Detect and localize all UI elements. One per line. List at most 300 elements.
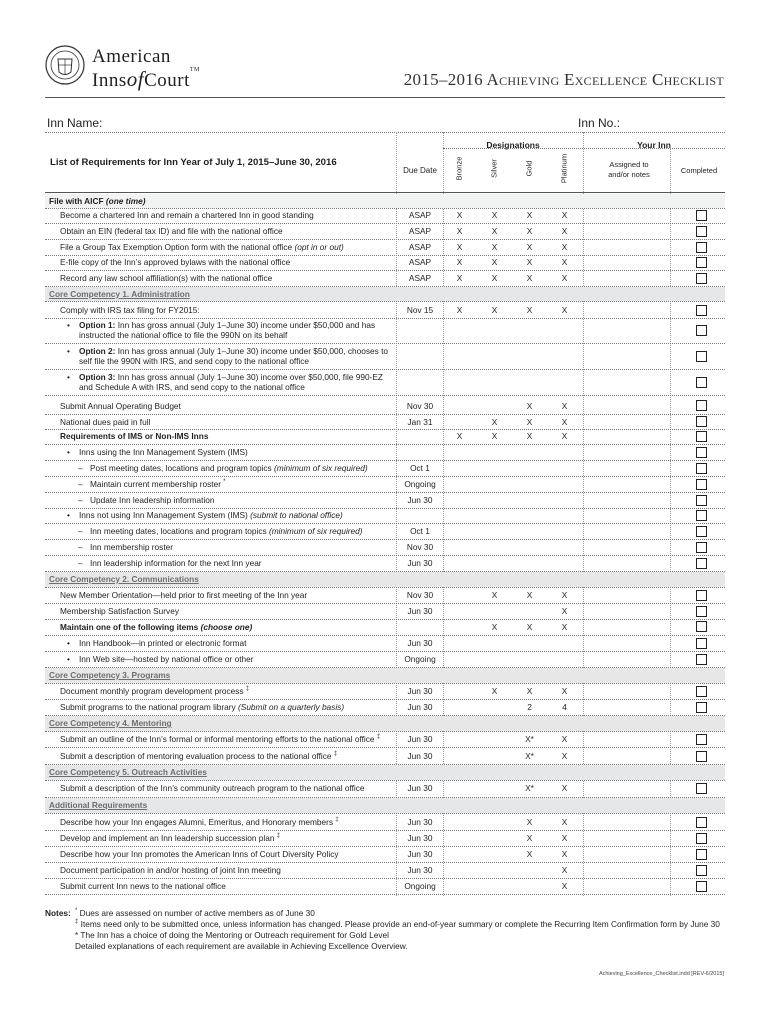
text-content: File with AICF (49, 196, 106, 206)
footnote-mark: * (223, 479, 226, 485)
due-date: Ongoing (404, 479, 436, 489)
text-content: Describe how your Inn engages Alumni, Emeritus, and Honorary members (60, 817, 336, 827)
table-row (45, 619, 725, 635)
text-content: Post meeting dates, locations and program topics (90, 463, 275, 473)
platinum-mark: X (561, 401, 568, 411)
platinum-mark: X (561, 833, 568, 843)
bullet-marker: – (78, 558, 83, 568)
silver-mark: X (491, 431, 498, 441)
completed-checkbox[interactable] (696, 590, 707, 601)
emphasis-text: (minimum of six required) (274, 463, 368, 473)
section-header (45, 716, 725, 731)
completed-checkbox[interactable] (696, 495, 707, 506)
table-row (45, 556, 725, 571)
table-row (45, 831, 725, 846)
table-row (45, 652, 725, 667)
text-content: Submit current Inn news to the national office (60, 881, 226, 891)
requirement-text (67, 638, 246, 648)
text-content: Comply with IRS tax filing for FY2015: (60, 305, 200, 315)
seal-icon (44, 42, 86, 88)
completed-checkbox[interactable] (696, 606, 707, 617)
table-row (45, 344, 725, 369)
file-footer: Achieving_Excellence_Checklist.indd [REV-6/2015] (598, 971, 724, 977)
requirement-text (78, 558, 262, 568)
text-content: Submit Annual Operating Budget (60, 401, 181, 411)
text-content: Core Competency 4. Mentoring (49, 718, 172, 728)
gold-header: Gold (524, 160, 534, 177)
bullet-marker: – (78, 463, 83, 473)
footnote-mark: ‡ (335, 817, 339, 823)
text-content: New Member Orientation—held prior to first meeting of the Inn year (60, 590, 308, 600)
requirement-text (60, 881, 226, 891)
completed-checkbox[interactable] (696, 257, 707, 268)
completed-checkbox[interactable] (696, 558, 707, 569)
completed-checkbox[interactable] (696, 865, 707, 876)
completed-checkbox[interactable] (696, 542, 707, 553)
table-row (45, 461, 725, 476)
requirement-text (60, 622, 252, 632)
american-inns-of-court-logo (44, 42, 200, 98)
platinum-mark: X (561, 431, 568, 441)
section-header (45, 765, 725, 780)
due-date: Jun 30 (407, 702, 433, 712)
bullet-marker: – (78, 479, 83, 489)
note-3: * The Inn has a choice of doing the Mentoring or Outreach requirement for Gold Level (75, 930, 389, 940)
table-row (45, 240, 725, 255)
silver-mark: X (491, 590, 498, 600)
text-content: Inn has gross annual (July 1–June 30) income over $50,000, file 990-EZ (115, 372, 383, 382)
footnote-mark: ‡ (245, 686, 250, 692)
gold-mark: X (526, 590, 533, 600)
text-content: Inn has gross annual (July 1–June 30) income under $50,000, chooses to (115, 346, 389, 356)
text-content-line2: self file the 990N with IRS, and send copy to the national office (79, 356, 309, 366)
requirement-text (60, 817, 339, 827)
requirement-text (60, 305, 200, 315)
completed-checkbox[interactable] (696, 849, 707, 860)
table-row (45, 508, 725, 523)
table-row (45, 863, 725, 878)
bullet-marker: • (67, 447, 70, 457)
text-content: Inn membership roster (90, 542, 174, 552)
row-divider (45, 747, 725, 748)
requirement-text (60, 590, 307, 600)
designations-underline (443, 148, 725, 149)
requirement-text (60, 606, 179, 616)
text-content: Inns not using Inn Management System (IMS) (79, 510, 251, 520)
gold-mark: X* (525, 734, 534, 744)
requirements-list-title: List of Requirements for Inn Year of July 1, 2015–June 30, 2016 (50, 157, 337, 168)
due-date: ASAP (408, 226, 432, 236)
due-date: ASAP (408, 242, 432, 252)
completed-checkbox[interactable] (696, 400, 707, 411)
table-row (45, 732, 725, 747)
gold-mark: X (526, 273, 533, 283)
due-date: Ongoing (404, 881, 436, 891)
text-content: Submit a description of mentoring evaluation process to the national office (60, 751, 334, 761)
due-date-header: Due Date (403, 166, 437, 175)
due-date: Jun 30 (407, 686, 433, 696)
text-content: Maintain current membership roster (90, 479, 224, 489)
table-row (45, 588, 725, 603)
emphasis-text: (one time) (105, 196, 146, 206)
row-divider (45, 813, 725, 814)
due-date: Jun 30 (407, 638, 433, 648)
table-row (45, 700, 725, 715)
text-content: Describe how your Inn promotes the American Inns of Court Diversity Policy (60, 849, 339, 859)
due-date: Jun 30 (407, 833, 433, 843)
silver-mark: X (491, 305, 498, 315)
requirement-text (60, 417, 150, 427)
due-date: Nov 30 (406, 542, 434, 552)
designations-header: Designations (486, 140, 540, 150)
section-title (49, 670, 170, 680)
platinum-mark: X (561, 257, 568, 267)
completed-checkbox[interactable] (696, 686, 707, 697)
section-header (45, 798, 725, 813)
silver-mark: X (491, 210, 498, 220)
due-date: Ongoing (404, 654, 436, 664)
requirement-text (78, 542, 173, 552)
table-row (45, 429, 725, 444)
bronze-mark: X (456, 210, 463, 220)
text-content: Maintain one of the following items (60, 622, 201, 632)
platinum-header: Platinum (559, 153, 569, 184)
table-row (45, 318, 725, 343)
platinum-mark: X (561, 865, 568, 875)
due-date: Nov 30 (406, 401, 434, 411)
platinum-mark: X (561, 305, 568, 315)
completed-checkbox[interactable] (696, 833, 707, 844)
gold-mark: X (526, 226, 533, 236)
table-row (45, 524, 725, 539)
assigned-notes-header: Assigned to and/or notes (608, 160, 650, 179)
due-date: Jun 30 (407, 606, 433, 616)
table-row (45, 255, 725, 270)
table-row (45, 493, 725, 508)
option-label: Option 2: (79, 346, 116, 356)
logo-text-american: American (92, 46, 171, 67)
table-row (45, 815, 725, 830)
completed-checkbox[interactable] (696, 226, 707, 237)
requirement-text (67, 320, 375, 340)
due-date: Oct 1 (410, 526, 430, 536)
due-date: Jun 30 (407, 751, 433, 761)
text-content: Core Competency 2. Communications (49, 574, 199, 584)
bullet-marker: – (78, 526, 83, 536)
section-header (45, 287, 725, 301)
requirement-text (67, 654, 254, 664)
gold-mark: X (526, 417, 533, 427)
text-content: Requirements of IMS or Non-IMS Inns (60, 431, 209, 441)
text-content: Core Competency 5. Outreach Activities (49, 767, 207, 777)
text-content: Additional Requirements (49, 800, 148, 810)
platinum-mark: X (561, 606, 568, 616)
gold-mark: X (526, 849, 533, 859)
section-header (45, 668, 725, 683)
bronze-header: Bronze (454, 156, 464, 181)
due-date: Nov 30 (406, 590, 434, 600)
requirement-text (78, 463, 368, 473)
requirement-text (60, 686, 249, 696)
section-title (49, 800, 147, 810)
text-content: Document participation in and/or hosting of joint Inn meeting (60, 865, 281, 875)
completed-checkbox[interactable] (696, 351, 707, 362)
table-row (45, 208, 725, 223)
text-content: Inn leadership information for the next Inn year (90, 558, 262, 568)
text-content: Inn Handbook—in printed or electronic format (79, 638, 247, 648)
due-date: Nov 15 (406, 305, 434, 315)
table-row (45, 398, 725, 414)
requirement-text (49, 196, 146, 206)
text-content: Document monthly program development process (60, 686, 246, 696)
due-date: Jun 30 (407, 865, 433, 875)
text-content: Submit programs to the national program library (60, 702, 239, 712)
due-date: Jun 30 (407, 734, 433, 744)
completed-checkbox[interactable] (696, 416, 707, 427)
gold-mark: X (526, 686, 533, 696)
platinum-mark: X (561, 242, 568, 252)
bullet-marker: • (67, 320, 70, 330)
text-content: E-file copy of the Inn’s approved bylaws with the national office (60, 257, 291, 267)
platinum-mark: X (561, 734, 568, 744)
table-row (45, 749, 725, 764)
gold-mark: X (526, 210, 533, 220)
gold-mark: X (526, 833, 533, 843)
requirement-text (60, 273, 272, 283)
bullet-marker: – (78, 542, 83, 552)
emphasis-text: (choose one) (200, 622, 253, 632)
platinum-mark: X (561, 817, 568, 827)
completed-checkbox[interactable] (696, 881, 707, 892)
completed-checkbox[interactable] (696, 526, 707, 537)
completed-checkbox[interactable] (696, 734, 707, 745)
table-row (45, 604, 725, 619)
gold-mark: X* (525, 751, 534, 761)
platinum-mark: X (561, 686, 568, 696)
completed-checkbox[interactable] (696, 751, 707, 762)
due-date: Jun 30 (407, 849, 433, 859)
text-content: National dues paid in full (60, 417, 151, 427)
emphasis-text: (minimum of six required) (268, 526, 363, 536)
text-content: Become a chartered Inn and remain a chartered Inn in good standing (60, 210, 314, 220)
requirement-text (60, 734, 380, 744)
bronze-mark: X (456, 305, 463, 315)
text-content: Obtain an EIN (federal tax ID) and file with the national office (60, 226, 283, 236)
text-content: Inn has gross annual (July 1–June 30) income under $50,000 and has (115, 320, 376, 330)
completed-header: Completed (680, 166, 718, 175)
bullet-marker: • (67, 654, 70, 664)
bronze-mark: X (456, 431, 463, 441)
footnote-mark: ‡ (376, 734, 381, 740)
bronze-mark: X (456, 226, 463, 236)
notes-label: Notes: (45, 908, 71, 918)
silver-mark: X (491, 242, 498, 252)
completed-checkbox[interactable] (696, 510, 707, 521)
platinum-mark: X (561, 417, 568, 427)
silver-mark: X (491, 686, 498, 696)
table-row (45, 303, 725, 318)
table-row (45, 370, 725, 395)
completed-checkbox[interactable] (696, 447, 707, 458)
requirement-text (78, 526, 363, 536)
requirement-text (60, 226, 283, 236)
due-date: Oct 1 (410, 463, 430, 473)
completed-checkbox[interactable] (696, 702, 707, 713)
silver-mark: X (491, 622, 498, 632)
bullet-marker: – (78, 495, 83, 505)
row-divider (45, 395, 725, 396)
table-row (45, 847, 725, 862)
silver-mark: X (491, 417, 498, 427)
text-content: Submit a description of the Inn’s community outreach program to the national office (60, 783, 365, 793)
section-title (49, 718, 172, 728)
silver-header: Silver (489, 159, 499, 178)
completed-checkbox[interactable] (696, 463, 707, 474)
title-rule (45, 97, 725, 98)
due-date: ASAP (408, 257, 432, 267)
text-content: Submit an outline of the Inn’s formal or informal mentoring efforts to the national office (60, 734, 377, 744)
gold-mark: X* (525, 783, 534, 793)
text-content: Membership Satisfaction Survey (60, 606, 179, 616)
table-header-rule (45, 192, 725, 193)
bullet-marker: • (67, 372, 70, 382)
due-date: ASAP (408, 210, 432, 220)
completed-checkbox[interactable] (696, 479, 707, 490)
text-content-line2: and Schedule A with IRS, and send copy to the national office (79, 382, 305, 392)
requirement-text (67, 510, 343, 520)
silver-mark: X (491, 257, 498, 267)
bronze-mark: X (456, 257, 463, 267)
table-row (45, 684, 725, 699)
platinum-mark: X (561, 751, 568, 761)
requirement-text (78, 495, 215, 505)
completed-checkbox[interactable] (696, 621, 707, 632)
text-content: Inns using the Inn Management System (IMS) (79, 447, 248, 457)
due-date: Jun 30 (407, 558, 433, 568)
requirement-text (60, 849, 339, 859)
gold-mark: X (526, 305, 533, 315)
inn-name-label: Inn Name: (47, 116, 103, 130)
requirement-text (67, 346, 388, 366)
requirement-text (60, 210, 314, 220)
footnote-mark: ‡ (276, 833, 281, 839)
table-row (45, 780, 725, 797)
gold-mark: X (526, 622, 533, 632)
text-content: Core Competency 1. Administration (49, 289, 190, 299)
requirement-text (60, 865, 281, 875)
gold-mark: X (526, 257, 533, 267)
completed-checkbox[interactable] (696, 210, 707, 221)
emphasis-text: (Submit on a quarterly basis) (238, 702, 345, 712)
requirement-text (60, 431, 208, 441)
table-row (45, 879, 725, 894)
text-content: File a Group Tax Exemption Option form with the national office (60, 242, 295, 252)
table-row (45, 224, 725, 239)
requirement-text (67, 372, 383, 392)
note-4: Detailed explanations of each requirement are available in Achieving Excellence Overview. (75, 941, 408, 951)
table-row (45, 271, 725, 286)
text-content: Core Competency 3. Programs (49, 670, 171, 680)
platinum-mark: X (561, 783, 568, 793)
option-label: Option 1: (79, 320, 116, 330)
platinum-mark: X (561, 273, 568, 283)
due-date: Jun 30 (407, 495, 433, 505)
table-row (45, 445, 725, 460)
bullet-marker: • (67, 638, 70, 648)
gold-mark: X (526, 242, 533, 252)
requirement-text (78, 479, 226, 489)
note-1: * Dues are assessed on number of active members as of June 30 (75, 908, 315, 918)
due-date: Jun 30 (407, 817, 433, 827)
emphasis-text: (opt in or out) (294, 242, 344, 252)
section-title (49, 574, 199, 584)
platinum-mark: 4 (562, 702, 567, 712)
row-divider (45, 894, 725, 895)
section-title (49, 767, 207, 777)
completed-checkbox[interactable] (696, 783, 707, 794)
table-row (45, 477, 725, 492)
platinum-mark: X (561, 226, 568, 236)
bronze-mark: X (456, 273, 463, 283)
requirement-text (60, 242, 344, 252)
requirement-text (60, 702, 344, 712)
completed-checkbox[interactable] (696, 431, 707, 442)
completed-checkbox[interactable] (696, 654, 707, 665)
completed-checkbox[interactable] (696, 305, 707, 316)
table-row (45, 636, 725, 651)
completed-checkbox[interactable] (696, 242, 707, 253)
requirement-text (60, 783, 365, 793)
due-date: Jan 31 (407, 417, 433, 427)
requirement-text (60, 833, 280, 843)
option-label: Option 3: (79, 372, 116, 382)
platinum-mark: X (561, 210, 568, 220)
gold-mark: X (526, 431, 533, 441)
text-content-line2: instructed the national office to file the 990N on its behalf (79, 330, 288, 340)
row-divider (45, 301, 725, 302)
silver-mark: X (491, 226, 498, 236)
requirement-text (67, 447, 248, 457)
silver-mark: X (491, 273, 498, 283)
text-content: Record any law school affiliation(s) with the national office (60, 273, 273, 283)
completed-checkbox[interactable] (696, 377, 707, 388)
completed-checkbox[interactable] (696, 638, 707, 649)
completed-checkbox[interactable] (696, 325, 707, 336)
bullet-marker: • (67, 510, 70, 520)
group-header (45, 194, 725, 208)
completed-checkbox[interactable] (696, 273, 707, 284)
emphasis-text: (submit to national office) (250, 510, 343, 520)
text-content: Update Inn leadership information (90, 495, 215, 505)
inn-no-label: Inn No.: (578, 116, 621, 130)
bronze-mark: X (456, 242, 463, 252)
section-title (49, 289, 190, 299)
gold-mark: X (526, 401, 533, 411)
bullet-marker: • (67, 346, 70, 356)
text-content: Inn meeting dates, locations and program topics (90, 526, 269, 536)
inn-name-field-line[interactable] (45, 132, 725, 133)
text-content: Develop and implement an Inn leadership succession plan (60, 833, 277, 843)
completed-checkbox[interactable] (696, 817, 707, 828)
note-2: ‡ Items need only to be submitted once, unless information has changed. Please provide an end-of-year summary or complete the Recurring Item Confirmation form by June 30 (75, 919, 720, 929)
requirement-text (60, 257, 290, 267)
your-inn-header: Your Inn (637, 140, 671, 150)
platinum-mark: X (561, 881, 568, 891)
platinum-mark: X (561, 590, 568, 600)
requirement-text (60, 751, 337, 761)
platinum-mark: X (561, 622, 568, 632)
section-header (45, 572, 725, 587)
